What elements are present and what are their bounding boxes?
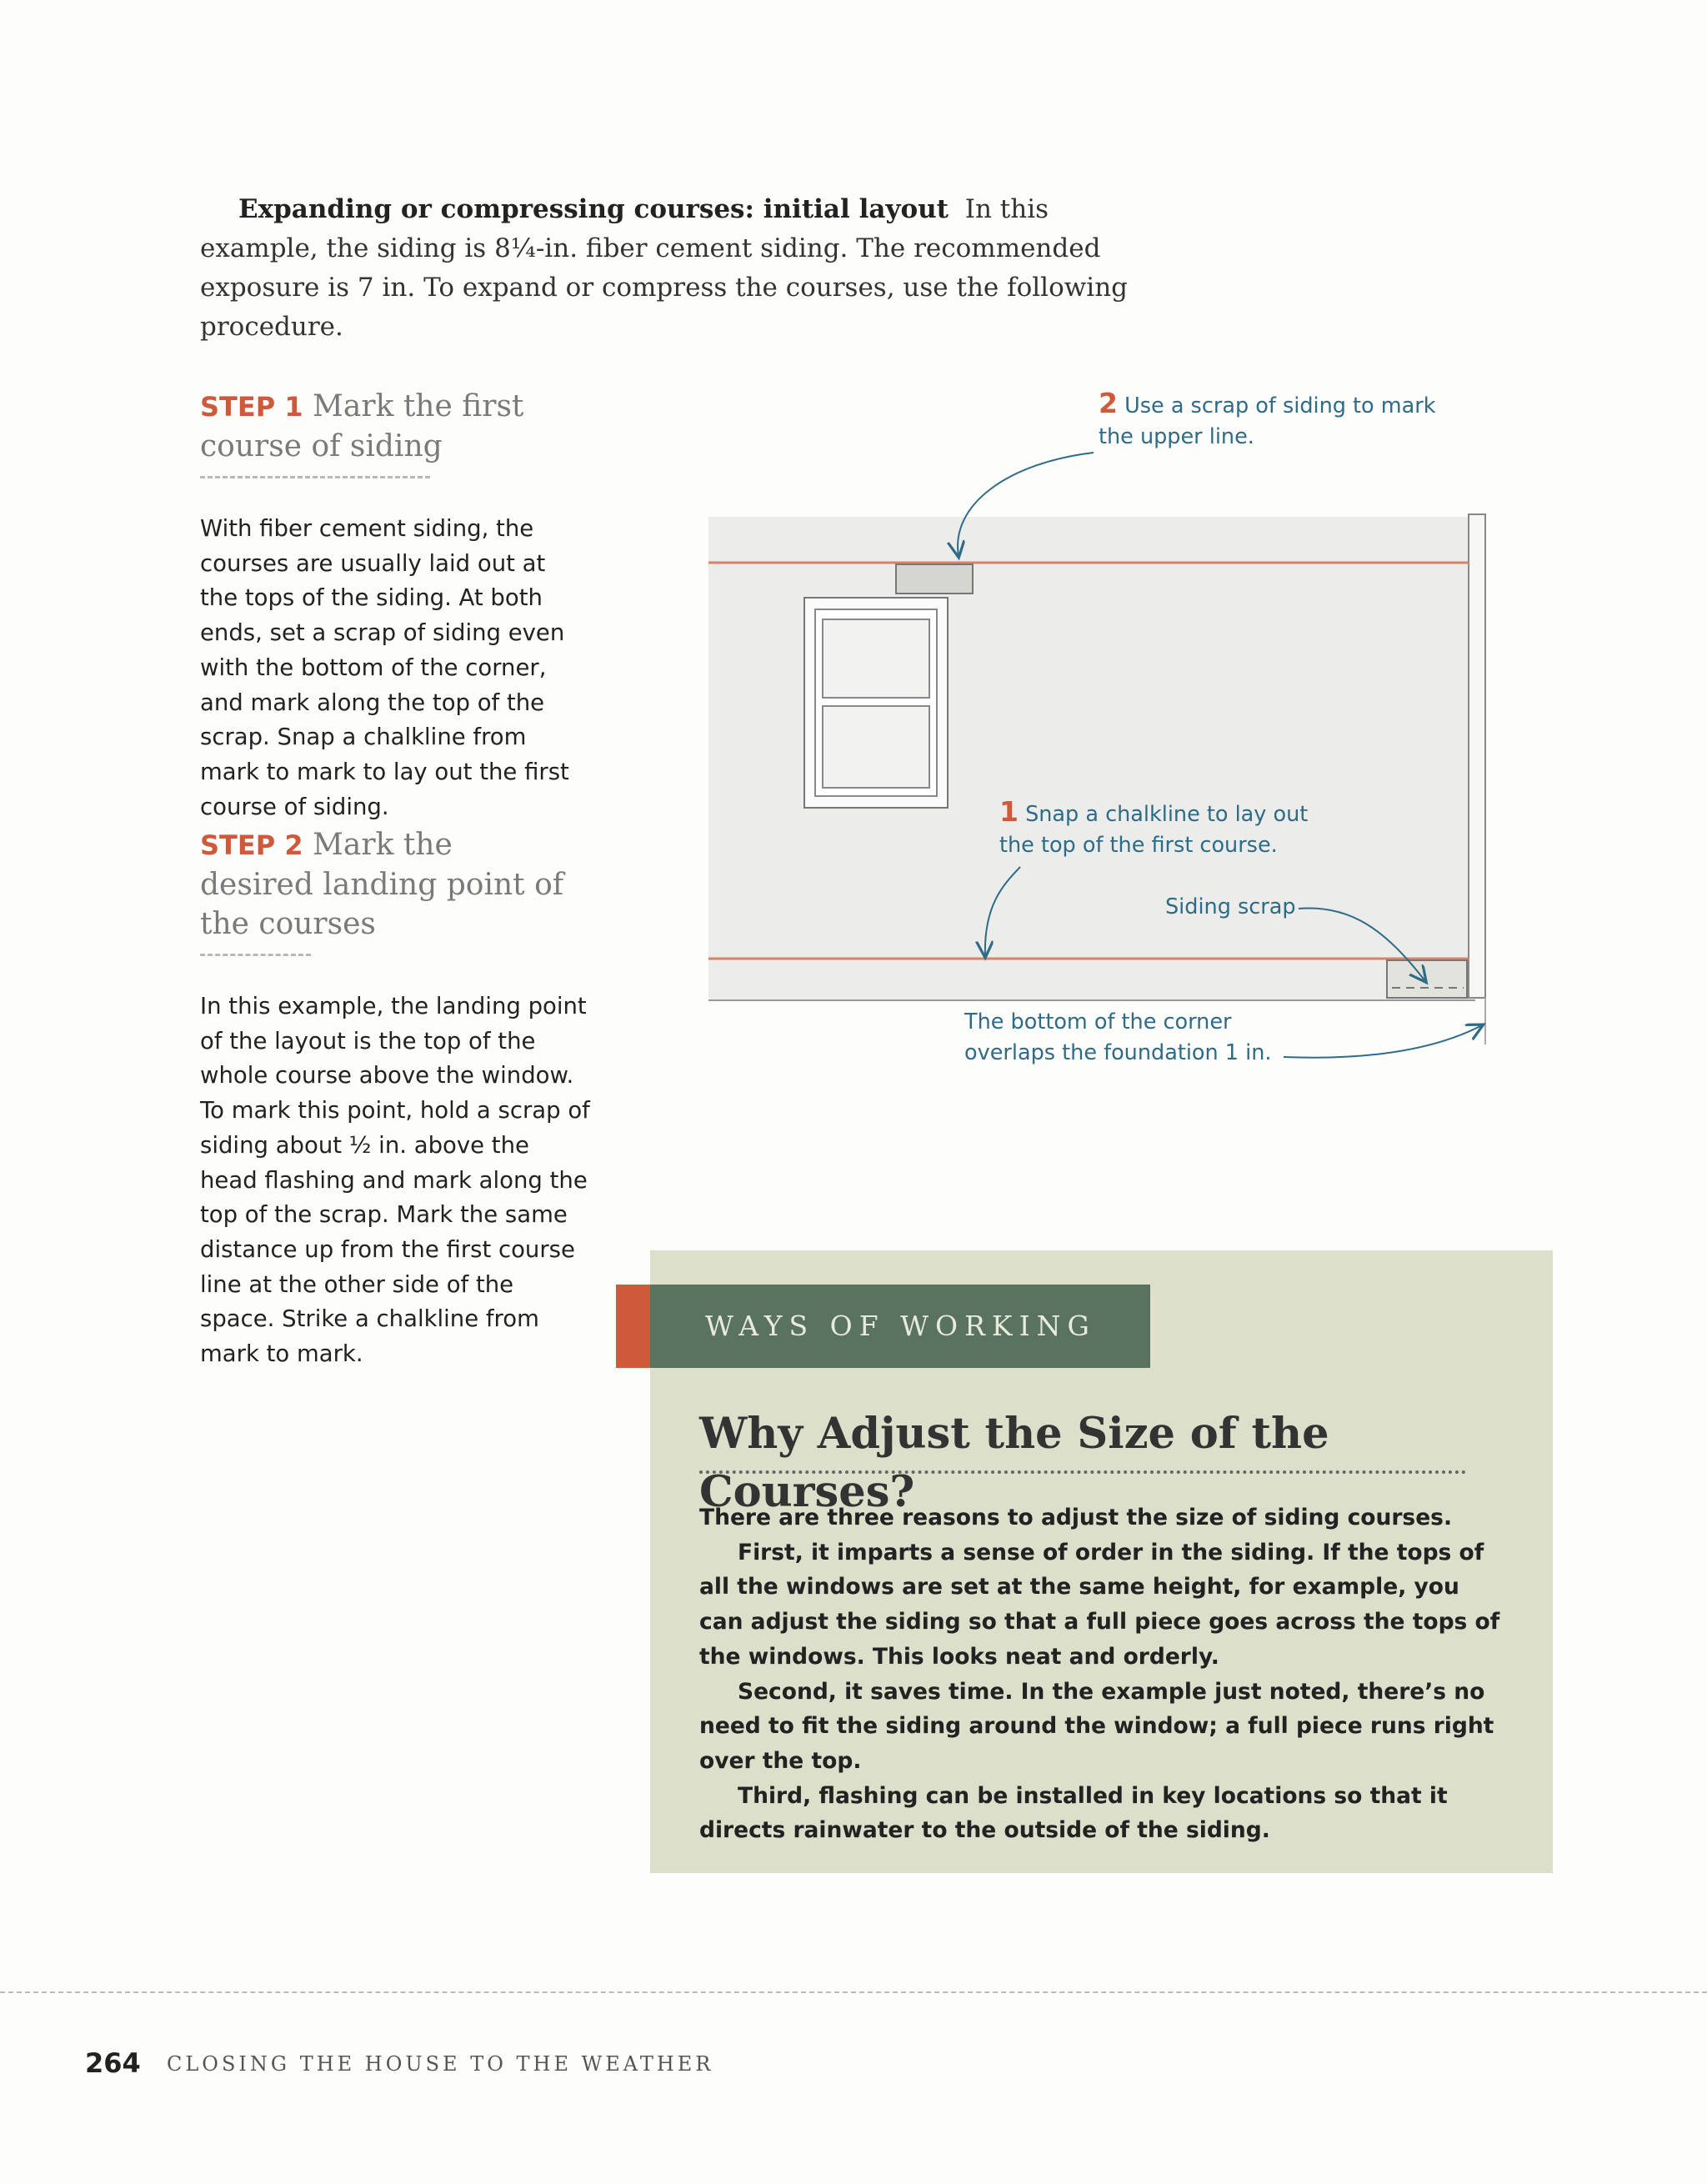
step-2-label: STEP 2	[200, 829, 303, 861]
sidebar-paragraph: Second, it saves time. In the example just noted, there’s no need to fit the siding around the window; a full piece runs right over the top.	[699, 1678, 1494, 1774]
callout-1-line2: the top of the first course.	[999, 832, 1278, 858]
step-2-title: Mark the desired landing point of the courses	[200, 828, 564, 941]
callout-1-line1: Snap a chalkline to lay out	[1025, 802, 1309, 827]
tab-accent-bar	[616, 1285, 650, 1368]
callout-siding-scrap: Siding scrap	[1165, 894, 1296, 919]
callout-corner	[964, 1007, 1271, 1068]
callout-1	[999, 797, 1308, 860]
step-1-title: Mark the first course of siding	[200, 389, 524, 463]
step-1-heading	[200, 387, 533, 466]
upper-siding-scrap	[896, 564, 973, 594]
corner-board	[1469, 514, 1485, 998]
step-1-body: With fiber cement siding, the courses are usually laid out at the tops of the siding. At both ends, set a scrap of siding even with the bottom of the corner, and mark along the top of the scrap. Snap a chalkline from mark to mark to lay out the first course of siding.	[200, 515, 569, 820]
step-2-rule	[200, 954, 311, 956]
sidebar-paragraph: Third, flashing can be installed in key locations so that it directs rainwater to the outside of the siding.	[699, 1782, 1448, 1844]
callout-corner-line2: overlaps the foundation 1 in.	[964, 1039, 1272, 1065]
callout-2-line2: the upper line.	[1099, 423, 1254, 449]
intro-body: In this example, the siding is 8¼-in. fiber cement siding. The recommended exposure is 7 in. To expand or compress the courses, use the following procedure.	[200, 194, 1129, 342]
step-2-heading	[200, 825, 567, 944]
lower-siding-scrap	[1387, 960, 1467, 998]
callout-corner-line1: The bottom of the corner	[964, 1009, 1232, 1034]
callout-2-line1: Use a scrap of siding to mark	[1124, 393, 1436, 418]
step-1-rule	[200, 476, 430, 478]
sidebar-title: Why Adjust the Size of the Courses?	[699, 1409, 1329, 1517]
sidebar-text	[699, 1500, 1508, 1848]
callout-2	[1099, 388, 1435, 452]
callout-1-number: 1	[999, 795, 1019, 828]
callout-2-number: 2	[1099, 387, 1118, 419]
arrow-corner-bottom	[1284, 1025, 1482, 1058]
intro-lead: Expanding or compressing courses: initial layout	[238, 194, 949, 224]
wall-layout-illustration	[683, 379, 1500, 1063]
intro-paragraph	[200, 190, 1134, 347]
sidebar-paragraph: There are three reasons to adjust the size of siding courses.	[699, 1505, 1453, 1530]
step-2-body: In this example, the landing point of the layout is the top of the whole course above the window. To mark this point, hold a scrap of siding about ½ in. above the head flashing and mark along the top of the scrap. Mark the same distance up from the first course line at the other side of the space. Strike a chalkline from mark to mark.	[200, 993, 590, 1368]
step-2	[200, 825, 590, 1372]
running-head: CLOSING THE HOUSE TO THE WEATHER	[167, 2052, 714, 2076]
window-icon	[804, 598, 948, 808]
sidebar-paragraph: First, it imparts a sense of order in the siding. If the tops of all the windows are set at the same height, for example, you can adjust the siding so that a full piece goes across the tops of the windows. This looks neat and orderly.	[699, 1539, 1500, 1670]
footer-rule	[0, 1991, 1707, 1993]
step-1	[200, 387, 569, 824]
step-1-label: STEP 1	[200, 391, 303, 423]
sidebar-title-rule	[699, 1470, 1466, 1474]
tab-label: WAYS OF WORKING	[705, 1310, 1096, 1342]
page-number: 264	[85, 2047, 141, 2079]
